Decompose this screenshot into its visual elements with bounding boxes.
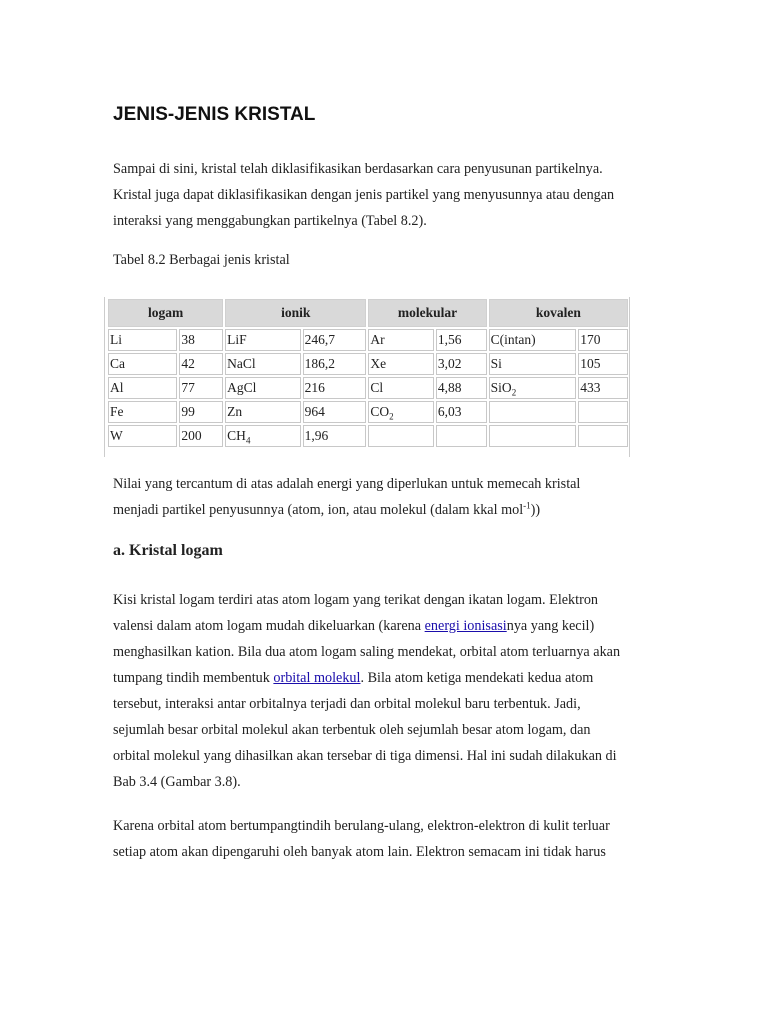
cell-text: 216: [304, 380, 325, 395]
table-cell: [225, 353, 301, 375]
cell-subscript: 2: [389, 411, 394, 422]
intro-line-3: interaksi yang menggabungkan partikelnya (Tabel 8.2).: [113, 213, 427, 229]
table-body: [108, 329, 628, 447]
table-cell: [436, 401, 487, 423]
cell-text: 4,88: [437, 380, 462, 395]
table-cell: [436, 425, 487, 447]
table-cell: [368, 377, 434, 399]
p2-line-2: setiap atom akan dipengaruhi oleh banyak atom lain. Elektron semacam ini tidak harus: [113, 844, 606, 860]
cell-text: 186,2: [304, 356, 336, 371]
table-cell: [489, 401, 577, 423]
note-superscript: -1: [523, 500, 531, 511]
cell-text: Cl: [370, 380, 384, 395]
table-note-paragraph: [113, 471, 658, 523]
header-molekular: molekular: [368, 299, 486, 327]
table-cell: [303, 401, 367, 423]
intro-line-1: Sampai di sini, kristal telah diklasifikasikan berdasarkan cara penyusunan partikelnya.: [113, 161, 603, 177]
p1-line-8: Bab 3.4 (Gambar 3.8).: [113, 774, 241, 790]
table-cell: [578, 401, 628, 423]
table-cell: [179, 329, 223, 351]
note-line-2-end: )): [530, 502, 541, 518]
note-line-2: menjadi partikel penyusunnya (atom, ion, atau molekul (dalam kkal mol: [113, 502, 524, 518]
table-cell: [179, 353, 223, 375]
cell-text: Si: [490, 356, 502, 371]
cell-subscript: 2: [511, 387, 517, 398]
p1-line-6: sejumlah besar orbital molekul akan terbentuk oleh sejumlah besar atom logam, dan: [113, 722, 591, 738]
cell-text: 246,7: [304, 332, 336, 347]
cell-text: 1,96: [304, 428, 329, 443]
link-energi-ionisasi[interactable]: energi ionisasi: [424, 618, 507, 634]
table-left-edge: [104, 297, 105, 457]
table-cell: [303, 377, 367, 399]
table-cell: [368, 425, 434, 447]
cell-text: 3,02: [437, 356, 462, 371]
table-cell: [108, 425, 177, 447]
table-header-row: [108, 299, 628, 327]
header-logam: logam: [108, 299, 223, 327]
p1-line-2: valensi dalam atom logam mudah dikeluarkan (karena: [113, 618, 425, 634]
table-row: [108, 329, 628, 351]
table-cell: [108, 353, 177, 375]
cell-text: Al: [110, 380, 124, 395]
table-cell: [303, 425, 367, 447]
table-cell: [436, 353, 487, 375]
p1-line-5: tersebut, interaksi antar orbitalnya terjadi dan orbital molekul baru terbentuk. Jadi,: [113, 696, 581, 712]
table-cell: [436, 329, 487, 351]
table-cell: [489, 425, 577, 447]
header-ionik: ionik: [225, 299, 366, 327]
cell-text: Xe: [370, 356, 387, 371]
cell-text: 105: [580, 356, 601, 371]
crystal-table: [106, 297, 630, 449]
cell-text: LiF: [227, 332, 247, 347]
cell-subscript: 4: [245, 435, 251, 446]
table-caption: Tabel 8.2 Berbagai jenis kristal: [113, 252, 290, 268]
table-cell: [225, 329, 301, 351]
cell-text: 42: [181, 356, 195, 371]
table-cell: [489, 353, 577, 375]
cell-text: 77: [181, 380, 195, 395]
table-cell: [179, 425, 223, 447]
header-kovalen: kovalen: [489, 299, 628, 327]
cell-text: CH: [227, 428, 246, 443]
page-title: JENIS-JENIS KRISTAL: [113, 104, 316, 125]
cell-text: W: [110, 428, 123, 443]
table-cell: [368, 329, 434, 351]
p1-line-1: Kisi kristal logam terdiri atas atom logam yang terikat dengan ikatan logam. Elektron: [113, 592, 599, 608]
p1-line-4: tumpang tindih membentuk: [113, 670, 274, 686]
table-cell: [368, 401, 434, 423]
table-cell: [225, 425, 301, 447]
cell-text: CO: [370, 404, 390, 419]
table-row: [108, 377, 628, 399]
link-orbital-molekul[interactable]: orbital molekul: [273, 670, 361, 686]
cell-text: 38: [181, 332, 195, 347]
section-heading-kristal-logam: a. Kristal logam: [113, 542, 223, 559]
p1-line-4-end: . Bila atom ketiga mendekati kedua atom: [360, 670, 594, 686]
table-cell: [578, 377, 628, 399]
table-cell: [108, 377, 177, 399]
cell-text: Ar: [370, 332, 385, 347]
cell-text: 170: [580, 332, 601, 347]
cell-text: 99: [181, 404, 195, 419]
table-cell: [108, 329, 177, 351]
table-cell: [436, 377, 487, 399]
cell-text: 6,03: [437, 404, 462, 419]
table-cell: [489, 377, 577, 399]
note-line-1: Nilai yang tercantum di atas adalah energi yang diperlukan untuk memecah kristal: [113, 476, 581, 492]
cell-text: 433: [580, 380, 601, 395]
cell-text: 964: [304, 404, 325, 419]
table-row: [108, 353, 628, 375]
table-cell: [179, 377, 223, 399]
cell-text: NaCl: [227, 356, 256, 371]
cell-text: AgCl: [227, 380, 257, 395]
table-cell: [108, 401, 177, 423]
cell-text: Zn: [227, 404, 243, 419]
table-cell: [303, 353, 367, 375]
cell-text: 200: [181, 428, 202, 443]
table-cell: [578, 353, 628, 375]
table-row: [108, 401, 628, 423]
cell-text: Ca: [110, 356, 125, 371]
table-cell: [368, 353, 434, 375]
table-cell: [578, 425, 628, 447]
intro-paragraph: [113, 156, 658, 234]
cell-text: Li: [110, 332, 122, 347]
table-cell: [489, 329, 577, 351]
p1-line-2-end: nya yang kecil): [506, 618, 595, 634]
cell-text: 1,56: [437, 332, 462, 347]
crystal-table-container: [106, 297, 630, 449]
table-cell: [225, 377, 301, 399]
p1-line-7: orbital molekul yang dihasilkan akan tersebar di tiga dimensi. Hal ini sudah dilakukan di: [113, 748, 617, 764]
table-cell: [179, 401, 223, 423]
intro-line-2: Kristal juga dapat diklasifikasikan dengan jenis partikel yang menyusunnya atau dengan: [113, 187, 615, 203]
cell-text: C(intan): [490, 332, 536, 347]
cell-text: SiO: [490, 380, 512, 395]
kristal-logam-paragraph-2: [113, 813, 658, 865]
kristal-logam-paragraph-1: [113, 587, 658, 795]
table-cell: [225, 401, 301, 423]
cell-text: Fe: [110, 404, 124, 419]
p1-line-3: menghasilkan kation. Bila dua atom logam saling mendekat, orbital atom terluarnya akan: [113, 644, 621, 660]
table-row: [108, 425, 628, 447]
table-cell: [578, 329, 628, 351]
p2-line-1: Karena orbital atom bertumpangtindih berulang-ulang, elektron-elektron di kulit terluar: [113, 818, 610, 834]
table-cell: [303, 329, 367, 351]
